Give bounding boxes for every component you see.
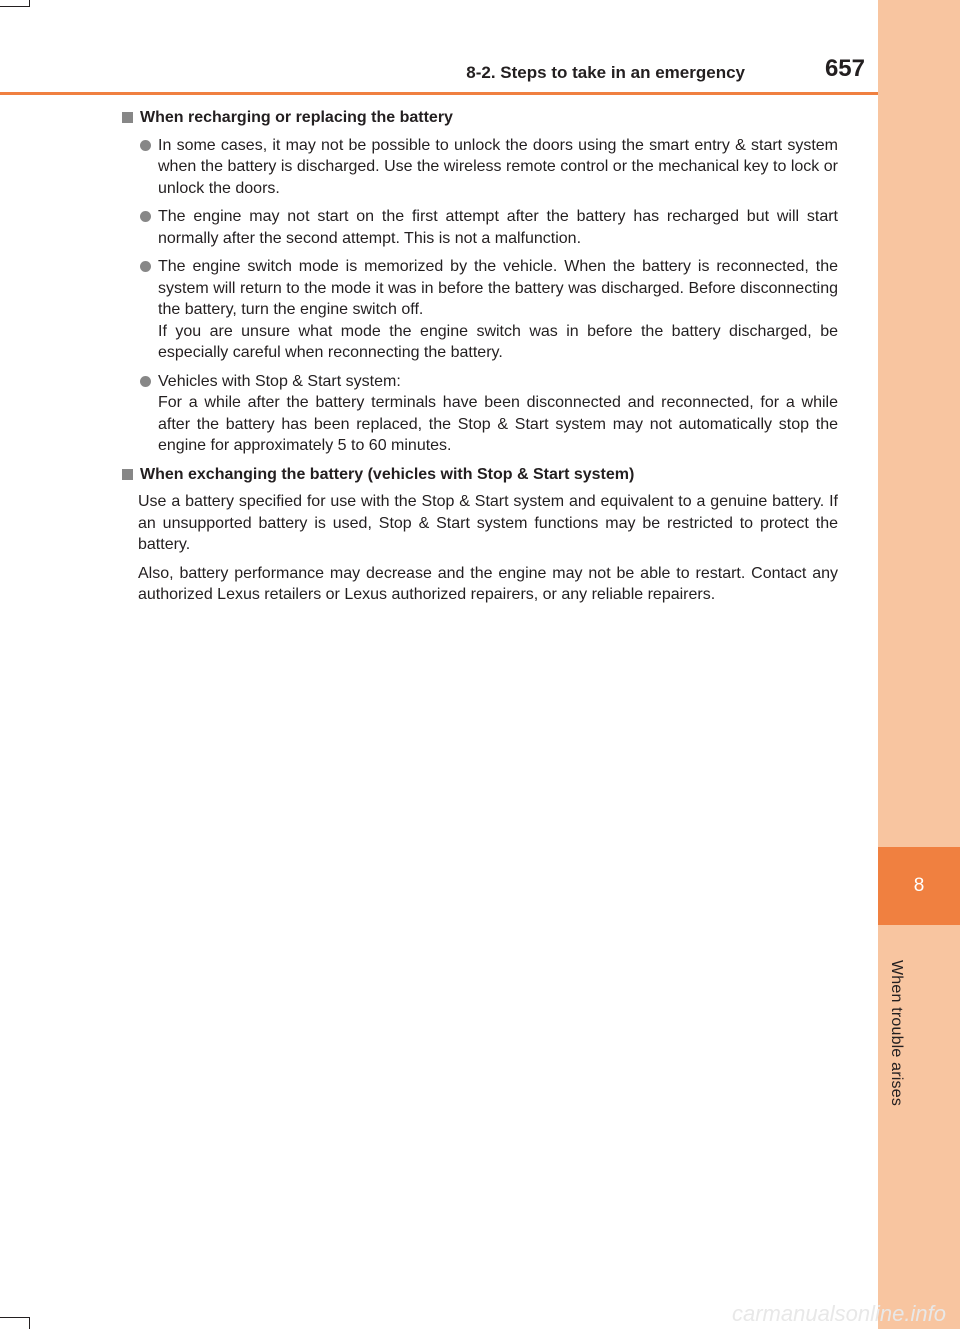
crop-mark-bottom-left-h: [0, 1317, 30, 1318]
page-number: 657: [824, 55, 865, 82]
paragraph: Use a battery specified for use with the Stop & Start system and equivalent to a genuine battery. If an unsupported battery is used, Stop & Start system functions may be restricted to protect the battery.: [138, 493, 838, 553]
circle-bullet-icon: [140, 376, 151, 387]
header-rule: [0, 92, 878, 95]
chapter-number-tab: [878, 847, 960, 925]
list-item-text: For a while after the battery terminals have been disconnected and reconnected, for a while after the battery has been replaced, the Stop & Start system may not automatically stop the engine for approximately 5 to 60 minutes.: [158, 394, 838, 454]
side-strip: [878, 0, 960, 1329]
circle-bullet-icon: [140, 261, 151, 272]
crop-mark-top-left-h: [0, 6, 30, 7]
list-item-text: The engine may not start on the first attempt after the battery has recharged but will start normally after the second attempt. This is not a malfunction.: [158, 208, 838, 247]
circle-bullet-icon: [140, 211, 151, 222]
crop-mark-bottom-left-v: [29, 1318, 30, 1329]
square-bullet-icon: [122, 469, 133, 480]
list-item-text: Vehicles with Stop & Start system:: [158, 372, 401, 390]
section-heading: [120, 107, 838, 129]
list-item: [120, 206, 838, 249]
list-item-text: In some cases, it may not be possible to unlock the doors using the smart entry & start system when the battery is discharged. Use the wireless remote control or the mechanical key to lock or unlock the doors.: [158, 136, 838, 197]
page-content: [120, 107, 838, 613]
chapter-title: When trouble arises: [888, 959, 905, 1107]
section-title: 8-2. Steps to take in an emergency: [466, 63, 745, 82]
list-item-text: The engine switch mode is memorized by the vehicle. When the battery is reconnected, the system will return to the mode it was in before the battery was discharged. Before disconnecting the battery, turn the engine switch off.: [158, 258, 838, 318]
list-item: [120, 256, 838, 364]
list-item: [120, 135, 838, 200]
watermark-text: carmanualsonline.info: [731, 1301, 946, 1326]
paragraph: Also, battery performance may decrease and the engine may not be able to restart. Contact any authorized Lexus retailers or Lexus authorized repairers, or any reliable repairers.: [138, 564, 838, 603]
square-bullet-icon: [122, 112, 133, 123]
section-heading-text: When recharging or replacing the battery: [140, 109, 453, 126]
list-item-text: If you are unsure what mode the engine switch was in before the battery discharged, be especially careful when reconnecting the battery.: [158, 322, 838, 361]
section-heading: [120, 464, 838, 486]
list-item: [120, 371, 838, 457]
section-heading-text: When exchanging the battery (vehicles with Stop & Start system): [140, 465, 635, 483]
circle-bullet-icon: [140, 140, 151, 151]
chapter-number: 8: [913, 875, 925, 896]
